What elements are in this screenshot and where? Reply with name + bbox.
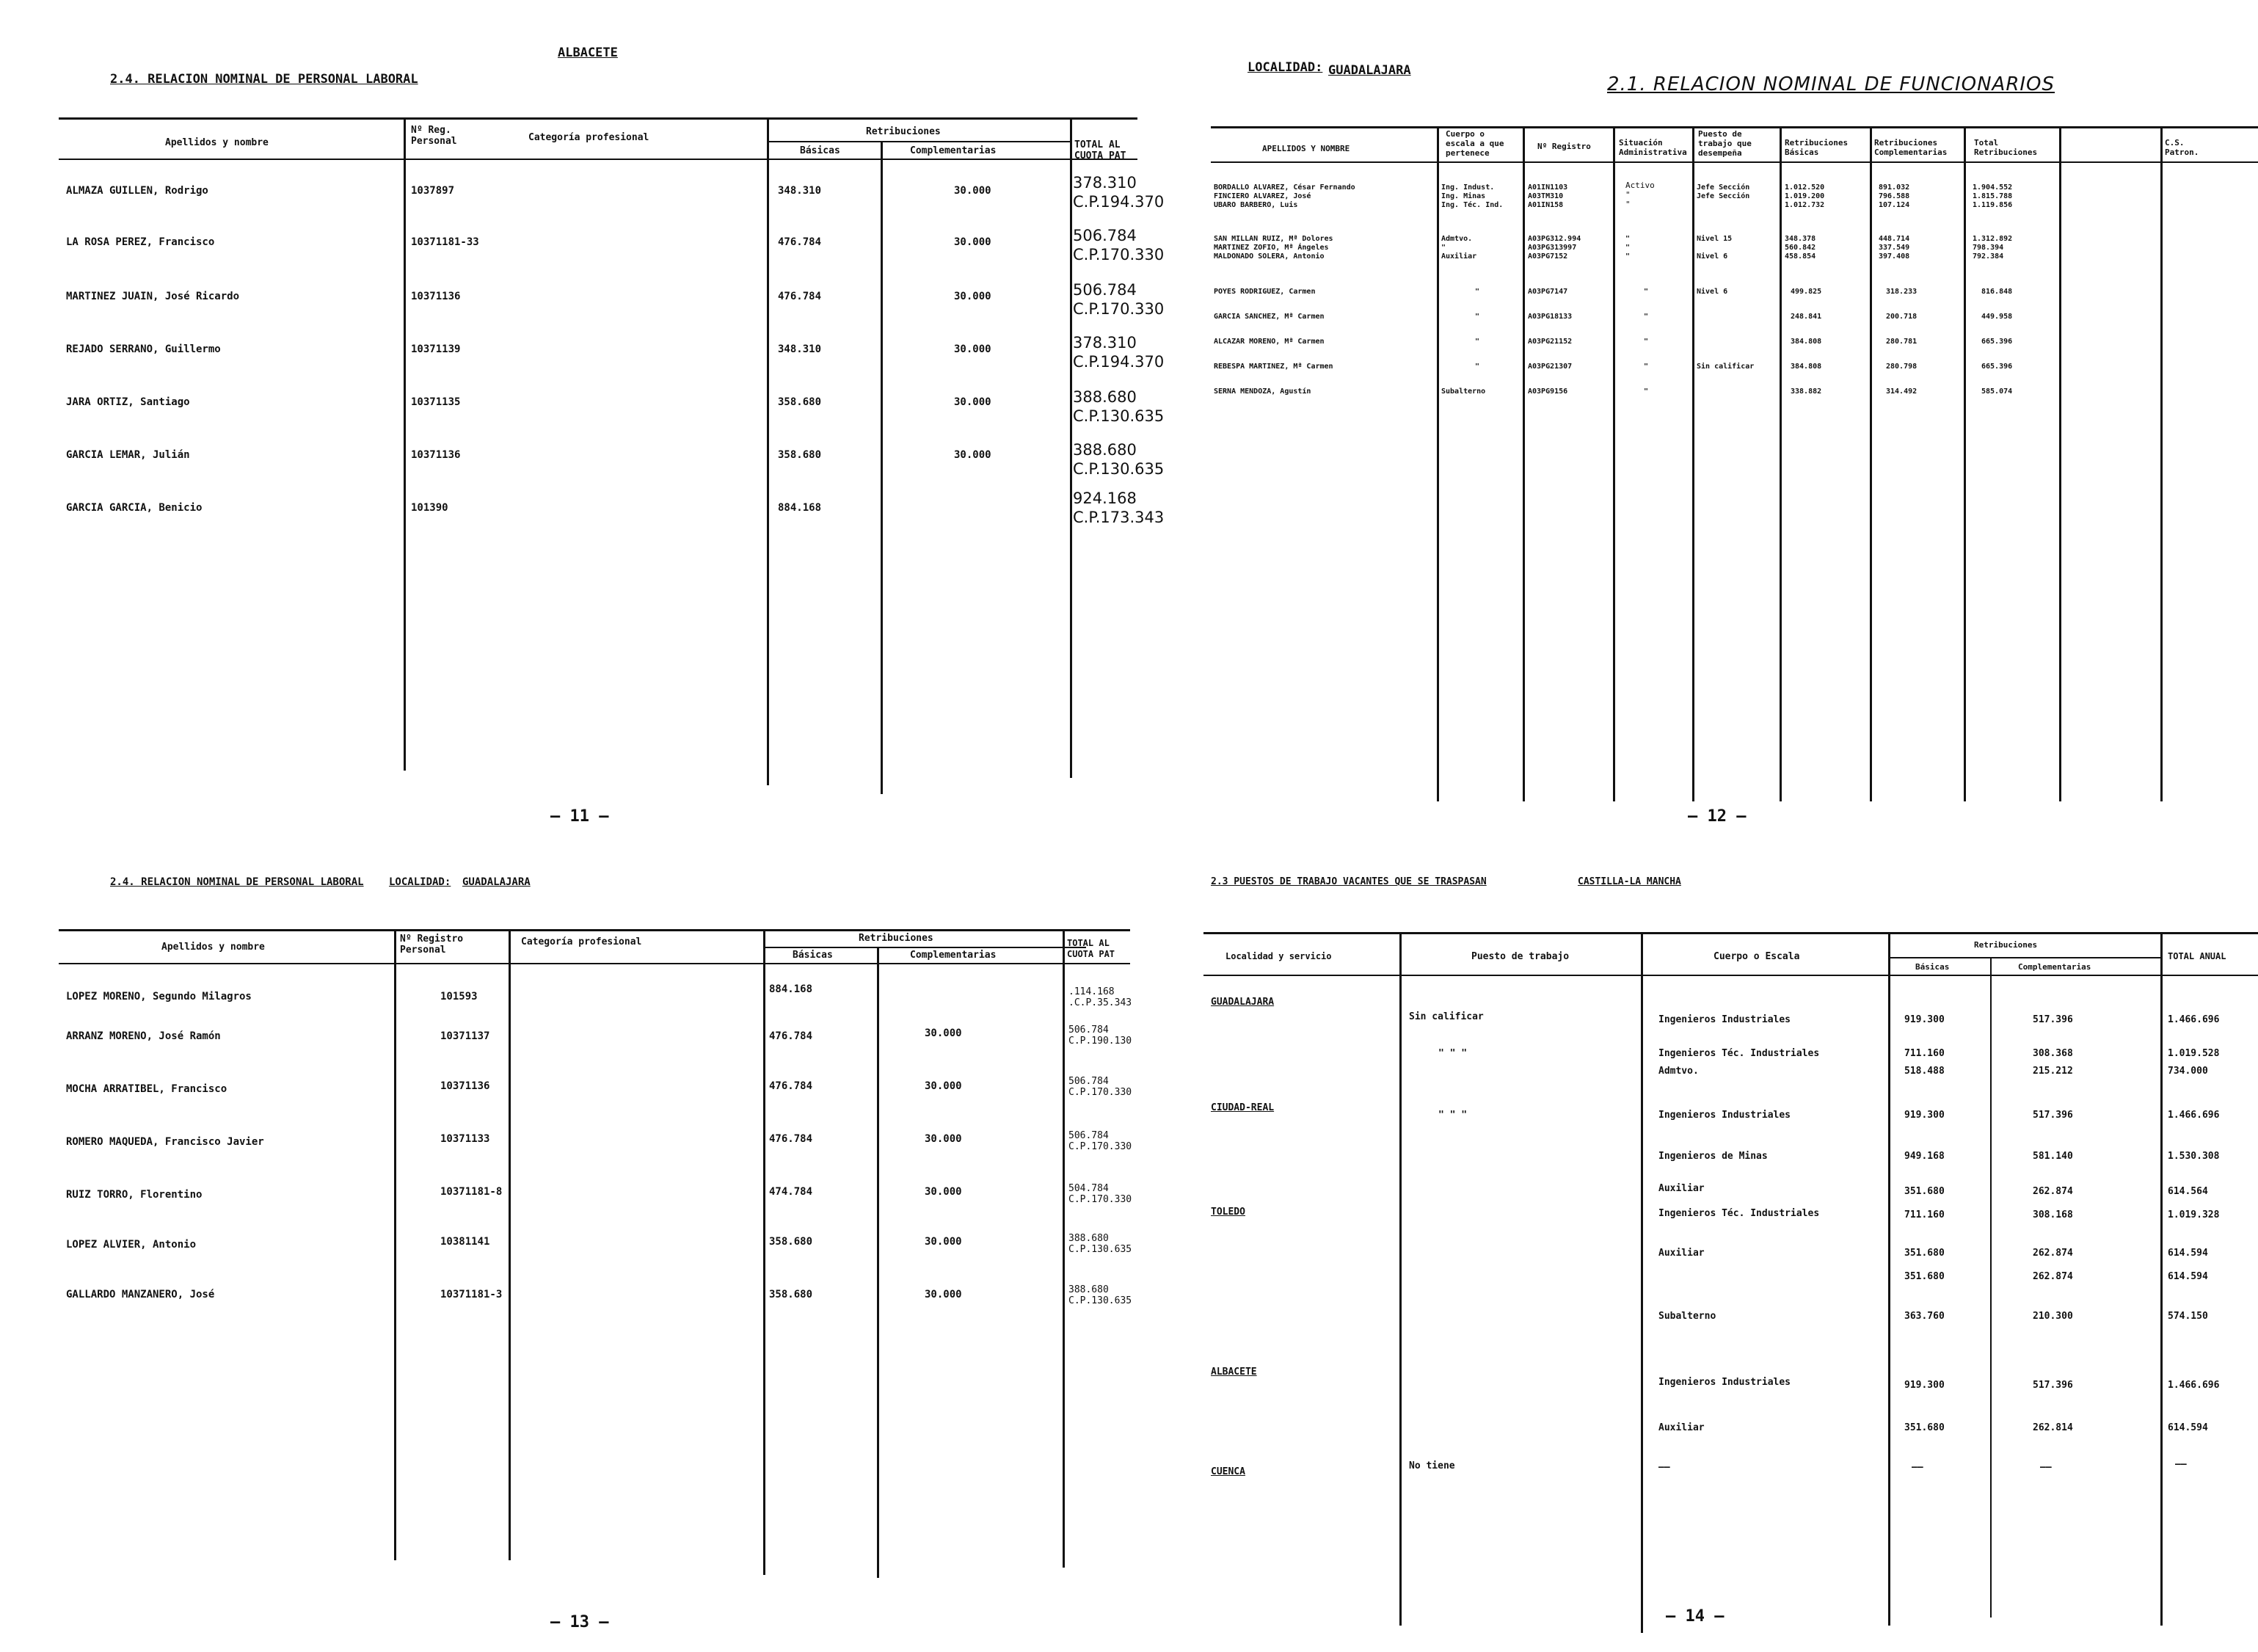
row-reg: 10371133: [440, 1133, 490, 1145]
row-basicas: 358.680: [778, 449, 822, 461]
row-cuerpo: Auxiliar: [1658, 1422, 1705, 1433]
row-name: RUIZ TORRO, Florentino: [66, 1189, 203, 1201]
col-header-puesto: Puesto de trabajo que desempeña: [1698, 129, 1752, 158]
row-total: ——: [2175, 1459, 2187, 1470]
row-basicas: 351.680: [1904, 1186, 1945, 1197]
row-basicas: 499.825: [1791, 288, 1822, 296]
row-compl: 30.000: [954, 236, 991, 248]
row-reg: A01IN1103 A03TM310 A01IN158: [1528, 183, 1568, 209]
row-total: 574.150: [2168, 1311, 2208, 1322]
col-header-category: Categoría profesional: [521, 936, 642, 947]
row-total: 665.396: [1981, 363, 2013, 371]
row-compl: 30.000: [925, 1133, 962, 1145]
row-basicas: 919.300: [1904, 1110, 1945, 1121]
col-divider: [1523, 126, 1525, 801]
retrib-sub-rule: [767, 141, 1071, 142]
col-header-cuota: C.S. Patron.: [2165, 138, 2199, 157]
row-puesto: No tiene: [1409, 1460, 1455, 1471]
page-title: 2.4. RELACION NOMINAL DE PERSONAL LABORAL: [110, 72, 418, 87]
row-total: 1.312.892 798.394 792.384: [1973, 235, 2013, 261]
row-compl: 891.032 796.588 107.124: [1879, 183, 1910, 209]
row-compl: 314.492: [1886, 387, 1918, 396]
row-compl: 262.874: [2033, 1248, 2073, 1259]
row-basicas: 351.680: [1904, 1271, 1945, 1282]
table-top-rule: [59, 929, 1130, 931]
row-basicas: 384.808: [1791, 338, 1822, 346]
row-cuerpo: Subalterno: [1658, 1311, 1716, 1322]
row-total: 614.594: [2168, 1422, 2208, 1433]
col-header-total: TOTAL AL CUOTA PAT: [1074, 139, 1126, 161]
row-total: 614.564: [2168, 1186, 2208, 1197]
retrib-sub-rule: [763, 947, 1086, 948]
row-total: 504.784 C.P.170.330: [1068, 1183, 1132, 1205]
locality-label: LOCALIDAD:: [389, 876, 451, 888]
row-basicas: 348.310: [778, 185, 822, 197]
row-basicas: 476.784: [778, 236, 822, 248]
locality-albacete: ALBACETE: [1211, 1367, 1257, 1378]
locality-toledo: TOLEDO: [1211, 1207, 1245, 1218]
row-basicas: 711.160: [1904, 1048, 1945, 1059]
col-header-category: Categoría profesional: [528, 132, 649, 143]
row-cuerpo: Ing. Indust. Ing. Minas Ing. Téc. Ind.: [1441, 183, 1504, 209]
row-puesto: " " ": [1438, 1110, 1468, 1121]
col-header-retribuciones: Retribuciones: [859, 933, 933, 944]
row-name: ARRANZ MORENO, José Ramón: [66, 1030, 221, 1042]
row-basicas: 476.784: [769, 1133, 813, 1145]
row-compl: 30.000: [954, 291, 991, 302]
page-number: — 14 —: [1666, 1607, 1725, 1626]
row-cuerpo: Ingenieros Industriales: [1658, 1377, 1791, 1388]
row-compl: 30.000: [925, 1236, 962, 1248]
table-top-rule: [1203, 932, 2258, 934]
row-cuerpo: ——: [1658, 1462, 1670, 1473]
row-name: LOPEZ MORENO, Segundo Milagros: [66, 991, 252, 1003]
row-compl: 318.233: [1886, 288, 1918, 296]
row-compl: 280.798: [1886, 363, 1918, 371]
row-total: 388.680 C.P.130.635: [1073, 441, 1165, 478]
row-reg: 10371135: [411, 396, 461, 408]
row-puesto: Sin calificar: [1409, 1011, 1484, 1022]
row-situacion: ": [1644, 363, 1649, 371]
col-header-name: Apellidos y nombre: [165, 137, 269, 148]
row-basicas: 358.680: [769, 1236, 813, 1248]
row-puesto: Jefe Sección Jefe Sección: [1697, 183, 1750, 200]
row-name: REJADO SERRANO, Guillermo: [66, 343, 221, 355]
col-header-retribuciones: Retribuciones: [1974, 940, 2038, 950]
page-number: — 11 —: [550, 807, 609, 826]
col-header-basicas: Básicas: [1915, 962, 1950, 972]
row-total: 816.848: [1981, 288, 2013, 296]
row-basicas: 338.882: [1791, 387, 1822, 396]
row-basicas: 348.310: [778, 343, 822, 355]
row-total: 1.466.696: [2168, 1380, 2220, 1391]
row-compl: 448.714 337.549 397.408: [1879, 235, 1910, 261]
page-number: — 12 —: [1688, 807, 1747, 826]
row-cuerpo: Admtvo.: [1658, 1066, 1699, 1077]
row-cuerpo: Ingenieros Industriales: [1658, 1014, 1791, 1025]
table-head-rule: [1211, 161, 2258, 163]
row-cuerpo: Auxiliar: [1658, 1183, 1705, 1194]
row-total: 924.168 C.P.173.343: [1073, 490, 1165, 526]
row-compl: 210.300: [2033, 1311, 2073, 1322]
table-top-rule: [59, 117, 1137, 120]
row-name: REBESPA MARTINEZ, Mª Carmen: [1214, 363, 1333, 371]
col-header-basicas: Básicas: [800, 145, 840, 156]
row-basicas: 884.168: [778, 502, 822, 514]
row-basicas: ——: [1912, 1462, 1923, 1473]
row-reg: 10371136: [411, 291, 461, 302]
col-header-puesto: Puesto de trabajo: [1471, 951, 1570, 962]
row-reg: 1037897: [411, 185, 455, 197]
row-compl: 308.168: [2033, 1209, 2073, 1220]
row-reg: 10371181-33: [411, 236, 479, 248]
row-total: 506.784 C.P.170.330: [1068, 1130, 1132, 1152]
row-name: ALCAZAR MORENO, Mª Carmen: [1214, 338, 1325, 346]
row-compl: 215.212: [2033, 1066, 2073, 1077]
col-header-compl: Retribuciones Complementarias: [1874, 138, 1948, 157]
page-title: 2.1. RELACION NOMINAL DE FUNCIONARIOS: [1607, 73, 2055, 95]
row-name: LOPEZ ALVIER, Antonio: [66, 1239, 197, 1251]
row-compl: 280.781: [1886, 338, 1918, 346]
row-basicas: 384.808: [1791, 363, 1822, 371]
row-total: 506.784 C.P.170.330: [1073, 227, 1165, 263]
page-12: [1203, 29, 2258, 829]
row-situacion: ": [1644, 338, 1649, 346]
col-header-compl: Complementarias: [910, 950, 997, 961]
row-reg: 10371139: [411, 343, 461, 355]
top-label: ALBACETE: [558, 46, 618, 60]
row-basicas: 919.300: [1904, 1014, 1945, 1025]
row-compl: 30.000: [925, 1027, 962, 1039]
row-name: GARCIA LEMAR, Julián: [66, 449, 190, 461]
row-compl: 262.814: [2033, 1422, 2073, 1433]
row-total: 665.396: [1981, 338, 2013, 346]
col-divider: [1990, 957, 1992, 1618]
col-divider: [1613, 126, 1615, 801]
row-puesto: " " ": [1438, 1048, 1468, 1059]
region-label: CASTILLA-LA MANCHA: [1578, 876, 1681, 887]
row-reg: 101390: [411, 502, 448, 514]
row-name: GALLARDO MANZANERO, José: [66, 1289, 215, 1300]
row-cuerpo: Ingenieros Industriales: [1658, 1110, 1791, 1121]
row-reg: 101593: [440, 991, 478, 1003]
row-basicas: 1.012.520 1.019.200 1.012.732: [1785, 183, 1825, 209]
row-reg: 10371181-8: [440, 1186, 503, 1198]
row-basicas: 351.680: [1904, 1422, 1945, 1433]
col-header-reg: Nº Reg. Personal: [411, 125, 457, 147]
locality-value: GUADALAJARA: [1328, 63, 1411, 78]
col-divider: [877, 947, 879, 1578]
locality-guadalajara: GUADALAJARA: [1211, 997, 1275, 1008]
row-name: SERNA MENDOZA, Agustín: [1214, 387, 1311, 396]
page-title: 2.3 PUESTOS DE TRABAJO VACANTES QUE SE TRASPASAN: [1211, 876, 1487, 887]
page-13: [44, 866, 1130, 1644]
row-compl: 30.000: [954, 449, 991, 461]
table-head-rule: [59, 963, 1130, 964]
col-header-total: TOTAL ANUAL: [2168, 951, 2226, 961]
row-basicas: 351.680: [1904, 1248, 1945, 1259]
row-reg: A03PG21152: [1528, 338, 1573, 346]
col-header-compl: Complementarias: [2018, 962, 2091, 972]
row-basicas: 919.300: [1904, 1380, 1945, 1391]
row-total: 449.958: [1981, 313, 2013, 321]
row-situacion: Activo " ": [1625, 181, 1655, 209]
row-situacion: " " ": [1625, 235, 1631, 261]
row-total: 506.784 C.P.170.330: [1073, 281, 1165, 318]
row-total: 378.310 C.P.194.370: [1073, 334, 1165, 371]
row-situacion: ": [1644, 387, 1649, 396]
locality-value: GUADALAJARA: [462, 876, 531, 888]
page-11: [44, 29, 1165, 829]
row-compl: 30.000: [954, 396, 991, 408]
col-divider: [1870, 126, 1872, 801]
row-total: 388.680 C.P.130.635: [1068, 1233, 1132, 1255]
col-divider: [2160, 126, 2163, 801]
row-compl: 308.368: [2033, 1048, 2073, 1059]
row-reg: A03PG312.994 A03PG313997 A03PG7152: [1528, 235, 1581, 261]
row-reg: 10371137: [440, 1030, 490, 1042]
col-divider: [1437, 126, 1439, 801]
col-header-basicas: Básicas: [793, 950, 833, 961]
row-basicas: 949.168: [1904, 1151, 1945, 1162]
row-reg: 10371136: [411, 449, 461, 461]
col-header-localidad: Localidad y servicio: [1225, 951, 1332, 961]
row-puesto: Nivel 15 Nivel 6: [1697, 235, 1733, 261]
col-header-basicas: Retribuciones Básicas: [1785, 138, 1849, 157]
col-divider: [1641, 932, 1643, 1633]
page-number: — 13 —: [550, 1613, 609, 1631]
row-cuerpo: Ingenieros Téc. Industriales: [1658, 1048, 1820, 1059]
row-total: 1.466.696: [2168, 1014, 2220, 1025]
col-divider: [1399, 932, 1402, 1626]
row-total: 1.530.308: [2168, 1151, 2220, 1162]
row-names: SAN MILLAN RUIZ, Mª Dolores MARTINEZ ZOFIO, Mª Ángeles MALDONADO SOLERA, Antonio: [1214, 235, 1333, 261]
row-name: LA ROSA PEREZ, Francisco: [66, 236, 215, 248]
row-reg: A03PG7147: [1528, 288, 1568, 296]
col-header-retribuciones: Retribuciones: [866, 126, 941, 137]
row-basicas: 248.841: [1791, 313, 1822, 321]
col-divider: [2059, 126, 2061, 801]
row-compl: 517.396: [2033, 1110, 2073, 1121]
locality-cuenca: CUENCA: [1211, 1466, 1245, 1477]
row-reg: 10381141: [440, 1236, 490, 1248]
row-compl: ——: [2040, 1462, 2052, 1473]
col-divider: [1780, 126, 1782, 801]
row-name: MOCHA ARRATIBEL, Francisco: [66, 1083, 227, 1095]
col-header-total: Total Retribuciones: [1974, 138, 2038, 157]
row-name: POYES RODRIGUEZ, Carmen: [1214, 288, 1316, 296]
row-cuerpo: Ingenieros Téc. Industriales: [1658, 1208, 1820, 1219]
row-cuerpo: ": [1475, 313, 1480, 321]
row-basicas: 476.784: [778, 291, 822, 302]
table-top-rule: [1211, 126, 2258, 128]
col-divider: [1692, 126, 1694, 801]
row-name: JARA ORTIZ, Santiago: [66, 396, 190, 408]
row-total: 734.000: [2168, 1066, 2208, 1077]
row-cuerpo: ": [1475, 338, 1480, 346]
page-14: [1189, 866, 2258, 1644]
row-total: 614.594: [2168, 1271, 2208, 1282]
col-divider: [763, 929, 765, 1575]
row-name: ALMAZA GUILLEN, Rodrigo: [66, 185, 208, 197]
retrib-sub-rule: [1890, 957, 2161, 958]
row-puesto: Sin calificar: [1697, 363, 1755, 371]
row-name: ROMERO MAQUEDA, Francisco Javier: [66, 1136, 264, 1148]
col-header-reg: Nº Registro: [1537, 142, 1591, 151]
locality-label: LOCALIDAD:: [1248, 60, 1323, 75]
row-total: .114.168 .C.P.35.343: [1068, 986, 1132, 1008]
page-title: 2.4. RELACION NOMINAL DE PERSONAL LABORAL: [110, 876, 364, 888]
row-basicas: 363.760: [1904, 1311, 1945, 1322]
row-total: 614.594: [2168, 1248, 2208, 1259]
col-header-reg: Nº Registro Personal: [400, 934, 464, 956]
col-divider: [394, 929, 396, 1560]
row-basicas: 348.378 560.842 458.854: [1785, 235, 1816, 261]
row-compl: 30.000: [925, 1080, 962, 1092]
row-compl: 30.000: [925, 1186, 962, 1198]
row-basicas: 474.784: [769, 1186, 813, 1198]
table-head-rule: [59, 159, 1137, 160]
row-compl: 262.874: [2033, 1271, 2073, 1282]
row-compl: 30.000: [954, 343, 991, 355]
row-basicas: 358.680: [769, 1289, 813, 1300]
col-divider: [1063, 929, 1065, 1568]
col-header-total: TOTAL AL CUOTA PAT: [1067, 938, 1115, 959]
row-reg: A03PG9156: [1528, 387, 1568, 396]
row-basicas: 884.168: [769, 983, 813, 995]
row-cuerpo: ": [1475, 363, 1480, 371]
row-compl: 517.396: [2033, 1014, 2073, 1025]
table-head-rule: [1203, 975, 2258, 976]
row-name: GARCIA GARCIA, Benicio: [66, 502, 203, 514]
row-names: BORDALLO ALVAREZ, César Fernando FINCIERO ALVAREZ, José UBARO BARBERO, Luis: [1214, 183, 1355, 209]
row-total: 1.904.552 1.815.788 1.119.856: [1973, 183, 2013, 209]
row-compl: 517.396: [2033, 1380, 2073, 1391]
locality-ciudad-real: CIUDAD-REAL: [1211, 1102, 1275, 1113]
row-name: MARTINEZ JUAIN, José Ricardo: [66, 291, 240, 302]
row-basicas: 476.784: [769, 1080, 813, 1092]
col-divider: [1888, 932, 1890, 1626]
col-divider: [509, 929, 511, 1560]
col-divider: [1070, 117, 1072, 778]
col-header-name: APELLIDOS Y NOMBRE: [1262, 144, 1350, 153]
col-divider: [404, 117, 406, 771]
row-reg: 10371136: [440, 1080, 490, 1092]
col-divider: [2160, 932, 2163, 1626]
row-puesto: Nivel 6: [1697, 288, 1728, 296]
row-total: 388.680 C.P.130.635: [1068, 1284, 1132, 1306]
row-cuerpo: Auxiliar: [1658, 1248, 1705, 1259]
row-compl: 30.000: [925, 1289, 962, 1300]
row-reg: A03PG18133: [1528, 313, 1573, 321]
row-name: GARCIA SANCHEZ, Mª Carmen: [1214, 313, 1325, 321]
row-total: 1.466.696: [2168, 1110, 2220, 1121]
col-header-cuerpo: Cuerpo o escala a que pertenece: [1446, 129, 1504, 158]
row-basicas: 476.784: [769, 1030, 813, 1042]
col-header-situacion: Situación Administrativa: [1619, 138, 1687, 157]
row-cuerpo: Admtvo. " Auxiliar: [1441, 235, 1477, 261]
row-reg: A03PG21307: [1528, 363, 1573, 371]
row-total: 1.019.328: [2168, 1209, 2220, 1220]
row-compl: 262.874: [2033, 1186, 2073, 1197]
row-compl: 30.000: [954, 185, 991, 197]
row-total: 1.019.528: [2168, 1048, 2220, 1059]
col-header-compl: Complementarias: [910, 145, 997, 156]
row-compl: 200.718: [1886, 313, 1918, 321]
col-divider: [881, 141, 883, 794]
row-cuerpo: Subalterno: [1441, 387, 1486, 396]
row-basicas: 711.160: [1904, 1209, 1945, 1220]
row-situacion: ": [1644, 313, 1649, 321]
row-total: 388.680 C.P.130.635: [1073, 388, 1165, 425]
row-compl: 581.140: [2033, 1151, 2073, 1162]
col-divider: [767, 117, 769, 785]
row-total: 506.784 C.P.190.130: [1068, 1025, 1132, 1047]
row-situacion: ": [1644, 288, 1649, 296]
row-basicas: 518.488: [1904, 1066, 1945, 1077]
row-total: 378.310 C.P.194.370: [1073, 174, 1165, 211]
row-basicas: 358.680: [778, 396, 822, 408]
row-cuerpo: Ingenieros de Minas: [1658, 1151, 1768, 1162]
row-total: 585.074: [1981, 387, 2013, 396]
row-reg: 10371181-3: [440, 1289, 503, 1300]
col-divider: [1964, 126, 1966, 801]
col-header-name: Apellidos y nombre: [161, 942, 265, 953]
row-total: 506.784 C.P.170.330: [1068, 1076, 1132, 1098]
col-header-cuerpo: Cuerpo o Escala: [1713, 951, 1800, 962]
row-cuerpo: ": [1475, 288, 1480, 296]
